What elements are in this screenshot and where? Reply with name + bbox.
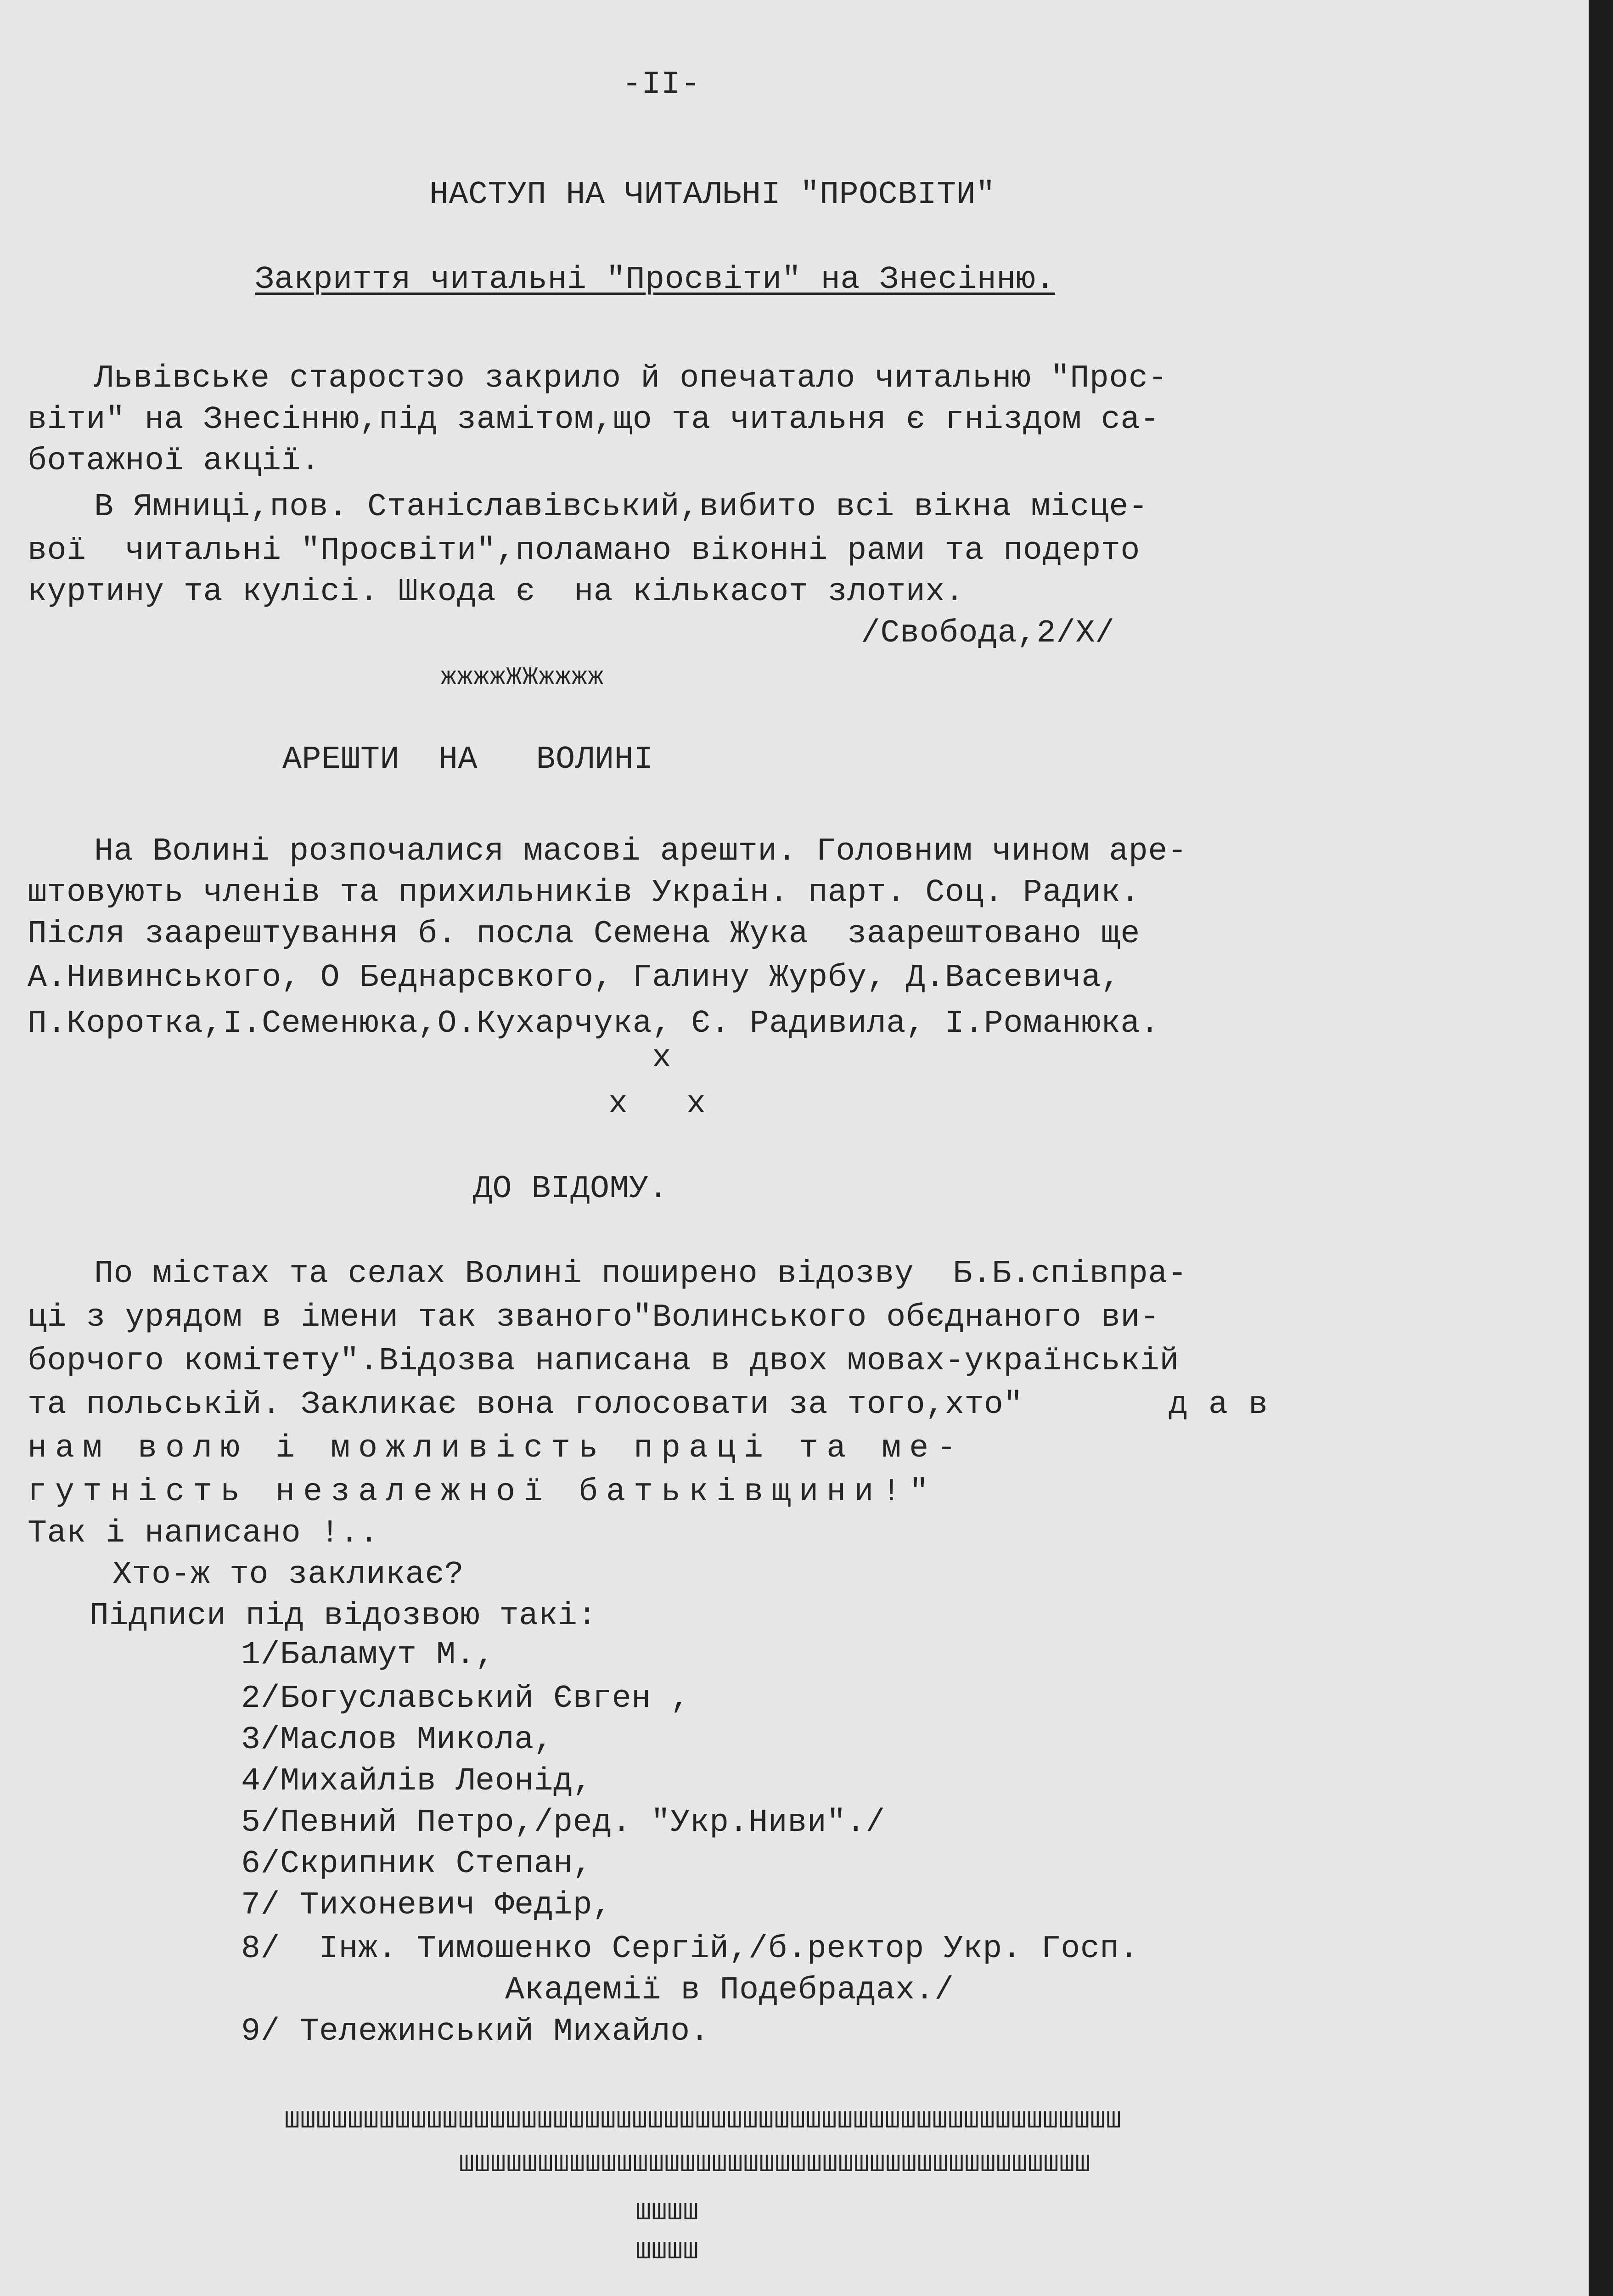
signatory-item: 1/Баламут М., [241, 1637, 495, 1673]
divider-mark: x x [608, 1086, 706, 1122]
signatory-item: 9/ Тележинський Михайло. [241, 2014, 710, 2050]
paragraph-line: борчого комітету".Відозва написана в двох мовах-українській [28, 1343, 1179, 1379]
paragraph-line: А.Нивинського, О Беднарсвкого, Галину Журбу, Д.Васевича, [28, 960, 1121, 996]
spaced-text: дав [1169, 1387, 1289, 1423]
spaced-text: нам волю і можливість праці та ме- [28, 1430, 965, 1467]
signatory-item: 5/Певний Петро,/ред. "Укр.Ниви"./ [241, 1805, 885, 1841]
paragraph-line: віти" на Знесінню,під замітом,що та читальня є гніздом са- [28, 402, 1160, 438]
paragraph-line: П.Коротка,І.Семенюка,О.Кухарчука, Є. Радивила, І.Романюка. [28, 1006, 1160, 1042]
paragraph-line: вої читальні "Просвіти",поламано віконні рами та подерто [28, 533, 1140, 569]
section-title-arrests: АРЕШТИ НА ВОЛИНІ [282, 742, 653, 778]
section-title-notice: ДО ВІДОМУ. [473, 1171, 669, 1207]
paragraph-line: Хто-ж то закликає? [112, 1557, 464, 1593]
page-number: -II- [622, 67, 701, 103]
footer-divider: ШШШШШШШШШШШШШШШШШШШШШШШШШШШШШШШШШШШШШШШШ [459, 2151, 1091, 2179]
signatory-item: 3/Маслов Микола, [241, 1722, 554, 1758]
footer-divider: ШШШШШШШШШШШШШШШШШШШШШШШШШШШШШШШШШШШШШШШШШШШШШШШШШШШШШ [285, 2107, 1122, 2135]
section-title-prosvita: НАСТУП НА ЧИТАЛЬНІ "ПРОСВІТИ" [429, 177, 995, 213]
divider-mark: x [652, 1040, 672, 1076]
signatory-item: 8/ Інж. Тимошенко Сергій,/б.ректор Укр. Госп. [241, 1931, 1139, 1967]
paragraph-line: По містах та селах Волині поширено відозву Б.Б.співпра- [94, 1256, 1187, 1292]
source-citation: /Свобода,2/X/ [861, 615, 1115, 652]
spaced-text: гутність незалежної батьківщини!" [28, 1474, 937, 1510]
paragraph-line: куртину та кулісі. Шкода є на кількасот злотих. [28, 574, 965, 610]
section-subtitle-prosvita: Закриття читальні "Просвіти" на Знесінню. [255, 262, 1055, 298]
paragraph-line: Так і написано !.. [28, 1515, 379, 1552]
footer-divider: ШШШШ [636, 2238, 699, 2266]
footer-divider: ШШШШ [636, 2199, 699, 2227]
paragraph-line: та польській. Закликає вона голосовати за того,хто" [28, 1387, 1023, 1423]
paragraph-line: ботажної акції. [28, 443, 320, 479]
signatory-item-continued: Академії в Подебрадах./ [505, 1972, 954, 2009]
signatures-intro: Підписи під відозвою такі: [90, 1598, 597, 1634]
paragraph-line: штовують членів та прихильників Украін. парт. Соц. Радик. [28, 875, 1140, 911]
ornament-divider: жжжжЖЖжжжж [441, 663, 605, 692]
paragraph-line: В Ямниці,пов. Станіславівський,вибито всі вікна місце- [94, 489, 1148, 525]
paragraph-line: Львівське старостэо закрило й опечатало читальню "Прос- [94, 360, 1168, 397]
paragraph-line: Після заарештування б. посла Семена Жука заарештовано ще [28, 916, 1140, 952]
paragraph-line: ці з урядом в імени так званого"Волинського обєднаного ви- [28, 1300, 1160, 1336]
paragraph-line: На Волині розпочалися масові арешти. Головним чином аре- [94, 833, 1187, 870]
signatory-item: 4/Михайлів Леонід, [241, 1763, 593, 1800]
signatory-item: 7/ Тихоневич Федір, [241, 1887, 612, 1924]
signatory-item: 6/Скрипник Степан, [241, 1846, 593, 1882]
signatory-item: 2/Богуславський Євген , [241, 1681, 690, 1717]
